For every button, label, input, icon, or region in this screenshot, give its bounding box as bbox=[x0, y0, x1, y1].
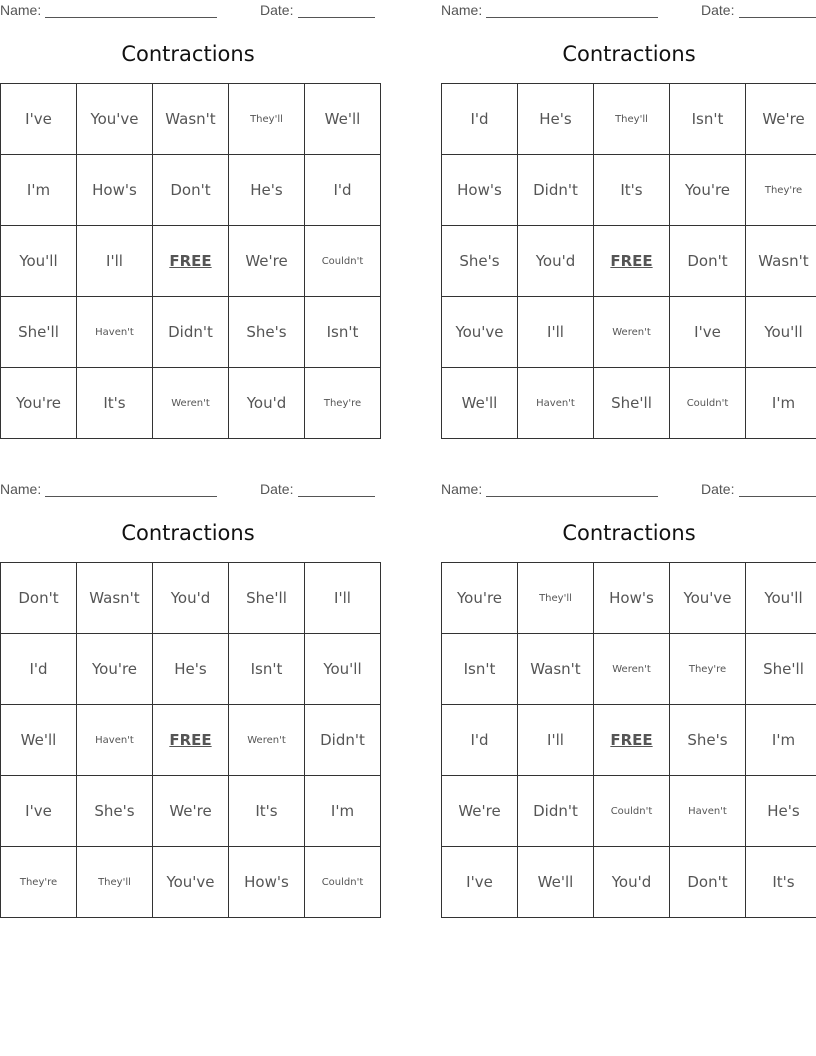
bingo-grid bbox=[441, 83, 816, 439]
bingo-cell: Haven't bbox=[77, 297, 153, 368]
bingo-cell: Don't bbox=[670, 847, 746, 918]
date-blank-line bbox=[739, 496, 816, 497]
bingo-cell: Haven't bbox=[77, 705, 153, 776]
grid-row bbox=[442, 563, 816, 634]
bingo-cell: I've bbox=[442, 847, 518, 918]
grid-row bbox=[442, 155, 816, 226]
grid-row bbox=[442, 847, 816, 918]
bingo-cell: You'd bbox=[518, 226, 594, 297]
bingo-cell: I'd bbox=[442, 705, 518, 776]
bingo-cell: You've bbox=[153, 847, 229, 918]
bingo-cell: Don't bbox=[153, 155, 229, 226]
bingo-cell: Wasn't bbox=[518, 634, 594, 705]
date-blank-line bbox=[298, 17, 375, 18]
bingo-card-2 bbox=[441, 0, 816, 436]
bingo-cell: We'll bbox=[518, 847, 594, 918]
bingo-cell: Didn't bbox=[518, 155, 594, 226]
bingo-cell: You'd bbox=[594, 847, 670, 918]
bingo-grid bbox=[0, 562, 381, 918]
bingo-cell: Couldn't bbox=[305, 226, 381, 297]
grid-row bbox=[1, 634, 381, 705]
card-title: Contractions bbox=[121, 42, 255, 66]
bingo-cell: You're bbox=[77, 634, 153, 705]
bingo-cell: I'm bbox=[746, 368, 816, 439]
grid-row bbox=[1, 155, 381, 226]
bingo-card-1 bbox=[0, 0, 376, 436]
bingo-cell: She'll bbox=[229, 563, 305, 634]
bingo-cell: You've bbox=[77, 84, 153, 155]
bingo-cell: They're bbox=[305, 368, 381, 439]
bingo-cell: You'd bbox=[229, 368, 305, 439]
bingo-cell: Isn't bbox=[442, 634, 518, 705]
bingo-cell: Isn't bbox=[670, 84, 746, 155]
bingo-cell: Didn't bbox=[518, 776, 594, 847]
bingo-cell: She'll bbox=[1, 297, 77, 368]
bingo-cell: How's bbox=[594, 563, 670, 634]
bingo-cell: She'll bbox=[746, 634, 816, 705]
bingo-cell: We're bbox=[746, 84, 816, 155]
bingo-cell: I'd bbox=[1, 634, 77, 705]
bingo-cell: I'd bbox=[442, 84, 518, 155]
bingo-cell: You'll bbox=[746, 297, 816, 368]
name-date-row bbox=[441, 481, 816, 499]
bingo-cell: They'll bbox=[77, 847, 153, 918]
bingo-cell: They'll bbox=[229, 84, 305, 155]
bingo-cell: We're bbox=[442, 776, 518, 847]
bingo-cell: Weren't bbox=[153, 368, 229, 439]
name-blank-line bbox=[486, 496, 658, 497]
bingo-cell: It's bbox=[746, 847, 816, 918]
bingo-cell: Don't bbox=[1, 563, 77, 634]
bingo-cell: You'd bbox=[153, 563, 229, 634]
date-blank-line bbox=[739, 17, 816, 18]
grid-row bbox=[1, 297, 381, 368]
bingo-cell: I'll bbox=[518, 297, 594, 368]
name-label: Name: bbox=[441, 2, 483, 18]
bingo-cell: He's bbox=[518, 84, 594, 155]
name-date-row bbox=[0, 481, 376, 499]
bingo-cell: You're bbox=[670, 155, 746, 226]
grid-row bbox=[1, 226, 381, 297]
bingo-cell: I've bbox=[670, 297, 746, 368]
bingo-cell: He's bbox=[229, 155, 305, 226]
bingo-cell: They're bbox=[746, 155, 816, 226]
bingo-cell: I'll bbox=[518, 705, 594, 776]
name-date-row bbox=[441, 2, 816, 20]
bingo-grid bbox=[441, 562, 816, 918]
name-blank-line bbox=[486, 17, 658, 18]
date-label: Date: bbox=[260, 481, 294, 497]
name-label: Name: bbox=[441, 481, 483, 497]
grid-row bbox=[1, 84, 381, 155]
grid-row bbox=[442, 705, 816, 776]
bingo-cell: Couldn't bbox=[305, 847, 381, 918]
bingo-cell: How's bbox=[77, 155, 153, 226]
bingo-cell: It's bbox=[594, 155, 670, 226]
bingo-cell: You're bbox=[442, 563, 518, 634]
bingo-cell: You've bbox=[442, 297, 518, 368]
bingo-cell: Haven't bbox=[670, 776, 746, 847]
bingo-cell: I'll bbox=[305, 563, 381, 634]
bingo-cell: She's bbox=[670, 705, 746, 776]
grid-row bbox=[442, 368, 816, 439]
name-label: Name: bbox=[0, 2, 42, 18]
bingo-cell: Couldn't bbox=[670, 368, 746, 439]
bingo-cell: They're bbox=[1, 847, 77, 918]
bingo-cell: You've bbox=[670, 563, 746, 634]
bingo-cell: It's bbox=[229, 776, 305, 847]
bingo-cell: It's bbox=[77, 368, 153, 439]
grid-row bbox=[1, 705, 381, 776]
bingo-cell: I'm bbox=[1, 155, 77, 226]
bingo-cell: I'll bbox=[77, 226, 153, 297]
bingo-cell: How's bbox=[229, 847, 305, 918]
bingo-cell: Didn't bbox=[305, 705, 381, 776]
bingo-cell: How's bbox=[442, 155, 518, 226]
bingo-cell: I'm bbox=[305, 776, 381, 847]
date-blank-line bbox=[298, 496, 375, 497]
bingo-cell: We're bbox=[153, 776, 229, 847]
bingo-cell: We'll bbox=[305, 84, 381, 155]
bingo-cell: You're bbox=[1, 368, 77, 439]
bingo-cell: Couldn't bbox=[594, 776, 670, 847]
date-label: Date: bbox=[260, 2, 294, 18]
bingo-cell: She'll bbox=[594, 368, 670, 439]
grid-row bbox=[1, 776, 381, 847]
bingo-cell: I've bbox=[1, 84, 77, 155]
bingo-cell: I'd bbox=[305, 155, 381, 226]
bingo-cell: Weren't bbox=[594, 297, 670, 368]
free-space-cell: FREE bbox=[153, 705, 229, 776]
free-space-cell: FREE bbox=[594, 705, 670, 776]
bingo-card-3 bbox=[0, 479, 376, 915]
bingo-cell: We'll bbox=[1, 705, 77, 776]
bingo-cell: Wasn't bbox=[746, 226, 816, 297]
grid-row bbox=[442, 776, 816, 847]
grid-row bbox=[442, 226, 816, 297]
bingo-cell: You'll bbox=[746, 563, 816, 634]
bingo-cell: We're bbox=[229, 226, 305, 297]
bingo-cell: She's bbox=[229, 297, 305, 368]
bingo-cell: Isn't bbox=[229, 634, 305, 705]
card-title: Contractions bbox=[562, 521, 696, 545]
bingo-cell: I've bbox=[1, 776, 77, 847]
bingo-cell: Weren't bbox=[594, 634, 670, 705]
name-blank-line bbox=[45, 496, 217, 497]
date-label: Date: bbox=[701, 2, 735, 18]
bingo-cell: He's bbox=[746, 776, 816, 847]
bingo-cell: Wasn't bbox=[77, 563, 153, 634]
bingo-cell: I'm bbox=[746, 705, 816, 776]
date-label: Date: bbox=[701, 481, 735, 497]
bingo-cell: Weren't bbox=[229, 705, 305, 776]
name-blank-line bbox=[45, 17, 217, 18]
free-space-cell: FREE bbox=[153, 226, 229, 297]
card-title: Contractions bbox=[562, 42, 696, 66]
bingo-cell: They'll bbox=[518, 563, 594, 634]
bingo-cell: She's bbox=[77, 776, 153, 847]
name-date-row bbox=[0, 2, 376, 20]
bingo-cell: Isn't bbox=[305, 297, 381, 368]
bingo-cell: He's bbox=[153, 634, 229, 705]
bingo-cell: Don't bbox=[670, 226, 746, 297]
bingo-cell: Haven't bbox=[518, 368, 594, 439]
name-label: Name: bbox=[0, 481, 42, 497]
bingo-cell: She's bbox=[442, 226, 518, 297]
grid-row bbox=[1, 847, 381, 918]
bingo-cell: We'll bbox=[442, 368, 518, 439]
bingo-cell: You'll bbox=[305, 634, 381, 705]
bingo-cell: They'll bbox=[594, 84, 670, 155]
grid-row bbox=[442, 634, 816, 705]
grid-row bbox=[442, 84, 816, 155]
bingo-cell: You'll bbox=[1, 226, 77, 297]
bingo-card-4 bbox=[441, 479, 816, 915]
grid-row bbox=[1, 368, 381, 439]
card-title: Contractions bbox=[121, 521, 255, 545]
bingo-cell: Wasn't bbox=[153, 84, 229, 155]
grid-row bbox=[1, 563, 381, 634]
bingo-cell: They're bbox=[670, 634, 746, 705]
bingo-cell: Didn't bbox=[153, 297, 229, 368]
grid-row bbox=[442, 297, 816, 368]
bingo-grid bbox=[0, 83, 381, 439]
free-space-cell: FREE bbox=[594, 226, 670, 297]
